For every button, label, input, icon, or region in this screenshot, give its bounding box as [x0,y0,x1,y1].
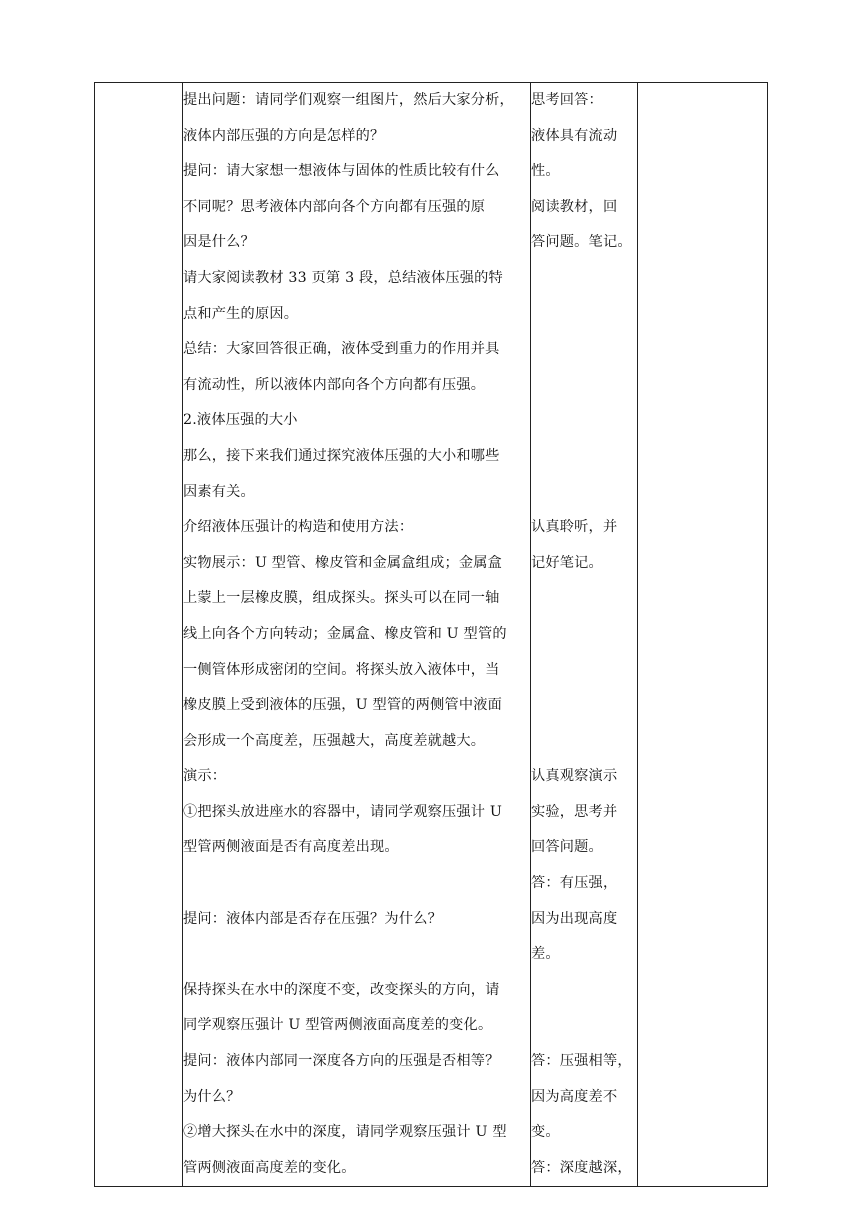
text-line [531,973,637,1009]
text-line: 保持探头在水中的深度不变，改变探头的方向，请 [183,981,500,998]
text-line: 提问：液体内部是否存在压强？为什么？ [183,910,442,927]
text-line: 性。 [531,163,560,180]
text-line: ①把探头放进座水的容器中，请同学观察压强计 U [183,803,503,820]
student-activity-text [531,83,637,1186]
text-line: 提出问题：请同学们观察一组图片，然后大家分析， [183,92,514,108]
text-line: 记好笔记。 [531,554,603,571]
text-line: 回答问题。 [531,839,603,856]
text-line: 因为出现高度 [531,910,618,927]
text-line: 演示： [183,768,227,785]
text-line: 同学观察压强计 U 型管两侧液面高度差的变化。 [183,1017,493,1034]
text-line: 线上向各个方向转动；金属盒、橡皮管和 U 型管的 [183,625,507,642]
text-line: 认真聆听，并 [531,519,618,536]
text-line [531,439,637,475]
text-line: 上蒙上一层橡皮膜，组成探头。探头可以在同一轴 [183,590,500,607]
text-line: 提问：液体内部同一深度各方向的压强是否相等？ [183,1053,500,1070]
text-line [531,297,637,333]
teacher-activity-cell [183,83,531,1187]
text-line [531,261,637,297]
text-line: 有流动性，所以液体内部向各个方向都有压强。 [183,376,486,393]
table-row [95,83,768,1187]
blank-column-left [95,83,183,1187]
text-line [531,688,637,724]
text-line: 答问题。笔记。 [531,234,632,251]
text-line: 实验，思考并 [531,803,618,820]
student-activity-cell [531,83,638,1187]
text-line: 总结：大家回答很正确，液体受到重力的作用并具 [183,341,500,358]
text-line: 2.液体压强的大小 [183,412,298,429]
lesson-plan-table [94,82,768,1187]
text-line: 点和产生的原因。 [183,305,299,322]
text-line: 差。 [531,946,560,963]
text-line: 那么，接下来我们通过探究液体压强的大小和哪些 [183,447,500,464]
text-line: ②增大探头在水中的深度，请同学观察压强计 U 型 [183,1124,507,1141]
text-line: 型管两侧液面是否有高度差出现。 [183,839,399,856]
text-line: 因素有关。 [183,483,255,500]
text-line [531,403,637,439]
text-line: 介绍液体压强计的构造和使用方法： [183,519,414,536]
text-line: 答：有压强， [531,875,618,892]
text-line: 提问：请大家想一想液体与固体的性质比较有什么 [183,163,500,180]
text-line: 答：压强相等， [531,1053,632,1070]
text-line [531,368,637,404]
teacher-activity-text [183,83,530,1186]
text-line: 液体具有流动 [531,127,618,144]
text-line: 变。 [531,1124,560,1141]
text-line: 实物展示：U 型管、橡皮管和金属盒组成；金属盒 [183,554,503,571]
text-line: 不同呢？思考液体内部向各个方向都有压强的原 [183,198,486,215]
text-line [531,475,637,511]
text-line [531,724,637,760]
text-line [183,937,530,973]
text-line: 管两侧液面高度差的变化。 [183,1159,356,1176]
text-line: 橡皮膜上受到液体的压强，U 型管的两侧管中液面 [183,697,503,714]
text-line: 因是什么？ [183,234,255,251]
text-line [531,332,637,368]
text-line [531,581,637,617]
text-line [531,1008,637,1044]
text-line [531,653,637,689]
text-line [531,617,637,653]
text-line: 阅读教材，回 [531,198,618,215]
blank-column-right [638,83,768,1187]
text-line: 一侧管体形成密闭的空间。将探头放入液体中，当 [183,661,500,678]
text-line: 请大家阅读教材 33 页第 3 段，总结液体压强的特 [183,269,503,286]
text-line: 因为高度差不 [531,1088,618,1105]
text-line: 会形成一个高度差，压强越大，高度差就越大。 [183,732,486,749]
text-line: 为什么？ [183,1088,241,1105]
text-line: 思考回答： [531,92,603,108]
text-line: 液体内部压强的方向是怎样的？ [183,127,385,144]
text-line: 认真观察演示 [531,768,618,785]
text-line [183,866,530,902]
text-line: 答：深度越深， [531,1159,632,1176]
